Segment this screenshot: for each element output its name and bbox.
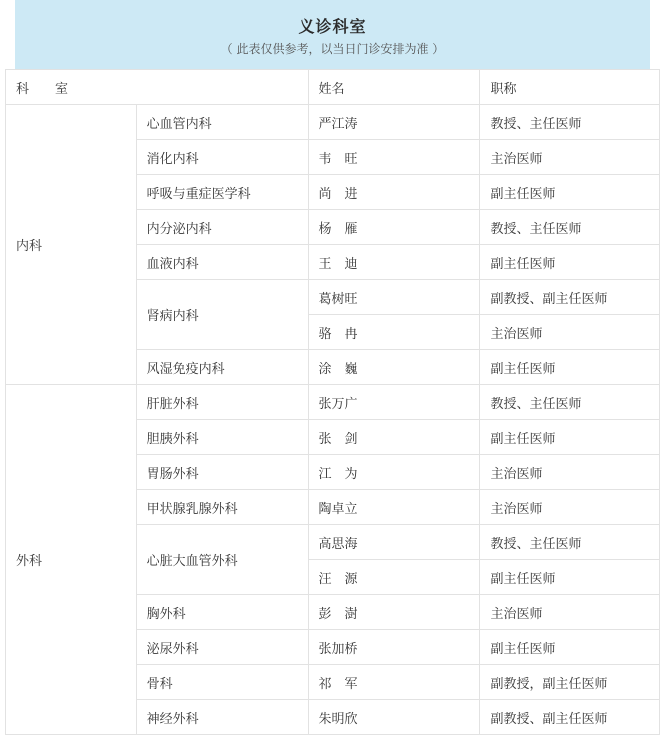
header-banner bbox=[15, 0, 650, 69]
department-cell: 骨科 bbox=[136, 665, 308, 700]
doctor-name-cell: 涂 巍 bbox=[308, 350, 480, 385]
department-cell: 消化内科 bbox=[136, 140, 308, 175]
department-cell: 胆胰外科 bbox=[136, 420, 308, 455]
doctor-name-cell: 高思海 bbox=[308, 525, 480, 560]
department-cell: 内分泌内科 bbox=[136, 210, 308, 245]
column-header-title: 职称 bbox=[480, 70, 660, 105]
page-title: 义诊科室 bbox=[298, 17, 367, 36]
doctor-name-cell: 张加桥 bbox=[308, 630, 480, 665]
doctor-name-cell: 陶卓立 bbox=[308, 490, 480, 525]
doctor-title-cell: 主治医师 bbox=[480, 455, 660, 490]
doctor-name-cell: 严江涛 bbox=[308, 105, 480, 140]
doctor-title-cell: 副主任医师 bbox=[480, 630, 660, 665]
table-header-row bbox=[6, 70, 660, 105]
doctor-title-cell: 副主任医师 bbox=[480, 560, 660, 595]
doctor-title-cell: 教授、主任医师 bbox=[480, 105, 660, 140]
department-cell: 胃肠外科 bbox=[136, 455, 308, 490]
doctor-name-cell: 王 迪 bbox=[308, 245, 480, 280]
doctor-title-cell: 副主任医师 bbox=[480, 420, 660, 455]
doctor-title-cell: 主治医师 bbox=[480, 595, 660, 630]
page-note: （ 此表仅供参考，以当日门诊安排为准 ） bbox=[220, 42, 445, 56]
doctor-title-cell: 教授、主任医师 bbox=[480, 525, 660, 560]
doctor-name-cell: 杨 雁 bbox=[308, 210, 480, 245]
department-cell: 心血管内科 bbox=[136, 105, 308, 140]
department-cell: 神经外科 bbox=[136, 700, 308, 735]
department-cell: 肝脏外科 bbox=[136, 385, 308, 420]
doctor-title-cell: 副主任医师 bbox=[480, 245, 660, 280]
doctor-name-cell: 江 为 bbox=[308, 455, 480, 490]
doctor-title-cell: 教授、主任医师 bbox=[480, 210, 660, 245]
doctor-title-cell: 主治医师 bbox=[480, 490, 660, 525]
department-cell: 胸外科 bbox=[136, 595, 308, 630]
department-cell: 血液内科 bbox=[136, 245, 308, 280]
department-cell: 甲状腺乳腺外科 bbox=[136, 490, 308, 525]
category-cell: 外科 bbox=[6, 385, 137, 735]
column-header-name: 姓名 bbox=[308, 70, 480, 105]
doctor-name-cell: 葛树旺 bbox=[308, 280, 480, 315]
department-cell: 呼吸与重症医学科 bbox=[136, 175, 308, 210]
doctor-name-cell: 骆 冉 bbox=[308, 315, 480, 350]
category-cell: 内科 bbox=[6, 105, 137, 385]
department-table bbox=[5, 69, 660, 735]
doctor-name-cell: 汪 源 bbox=[308, 560, 480, 595]
column-header-department: 科 室 bbox=[6, 70, 309, 105]
department-cell: 风湿免疫内科 bbox=[136, 350, 308, 385]
doctor-title-cell: 副教授、副主任医师 bbox=[480, 700, 660, 735]
department-cell: 泌尿外科 bbox=[136, 630, 308, 665]
department-cell: 肾病内科 bbox=[136, 280, 308, 350]
doctor-title-cell: 主治医师 bbox=[480, 140, 660, 175]
table-row bbox=[6, 105, 660, 140]
doctor-title-cell: 副主任医师 bbox=[480, 350, 660, 385]
doctor-title-cell: 副教授，副主任医师 bbox=[480, 665, 660, 700]
doctor-name-cell: 祁 军 bbox=[308, 665, 480, 700]
doctor-name-cell: 韦 旺 bbox=[308, 140, 480, 175]
doctor-name-cell: 朱明欣 bbox=[308, 700, 480, 735]
doctor-title-cell: 副主任医师 bbox=[480, 175, 660, 210]
doctor-title-cell: 主治医师 bbox=[480, 315, 660, 350]
doctor-name-cell: 彭 澍 bbox=[308, 595, 480, 630]
doctor-name-cell: 张 剑 bbox=[308, 420, 480, 455]
doctor-name-cell: 张万广 bbox=[308, 385, 480, 420]
doctor-title-cell: 副教授、副主任医师 bbox=[480, 280, 660, 315]
department-cell: 心脏大血管外科 bbox=[136, 525, 308, 595]
doctor-name-cell: 尚 进 bbox=[308, 175, 480, 210]
doctor-title-cell: 教授、主任医师 bbox=[480, 385, 660, 420]
table-row bbox=[6, 385, 660, 420]
